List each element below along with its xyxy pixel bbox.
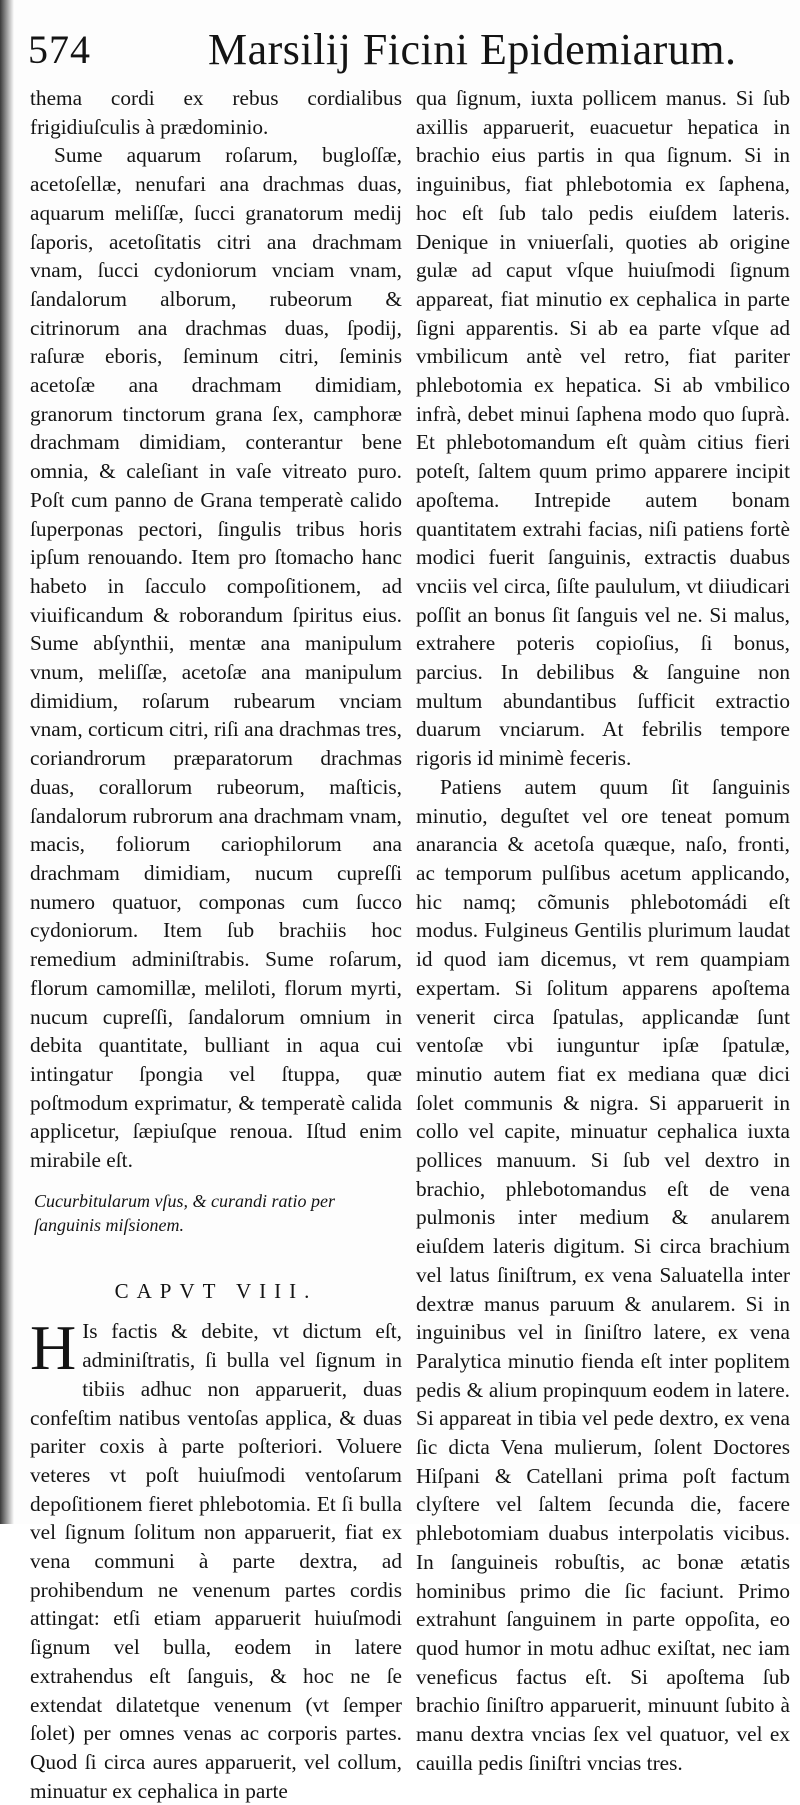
page-number: 574 xyxy=(28,27,91,72)
page-header xyxy=(22,18,792,80)
side-note: Cucurbitularum vſus, & curandi ratio per ſanguinis miſsionem. xyxy=(34,1190,335,1235)
right-column xyxy=(416,84,790,1777)
chapter-heading: CAPVT VIII. xyxy=(114,1278,318,1303)
left-paragraph-1: thema cordi ex rebus cordialibus frigidiuſculis à prædominio. xyxy=(30,86,402,139)
drop-capital: H xyxy=(30,1312,77,1384)
chapter-paragraph-text: Is factis & debite, vt dictum eſt, adminiſtratis, ſi bulla vel ſignum in tibiis adhuc non apparuerit, duas confeſtim natibus ventoſas applica, & duas pariter coxis à parte poſteriori. Voluere veteres vt poſt huiuſmodi ventoſarum depoſitionem fieret phlebotomia. Et ſi bulla vel ſignum ſolitum non apparuerit, fiat ex vena communi à parte dextra, ad prohibendum ne venenum partes cordis attingat: etſi etiam apparuerit huiuſmodi ſignum vel bulla, eodem in latere extrahendus eſt ſanguis, & hoc ne ſe extendat dilatetque venenum (vt ſemper ſolet) per omnes venas ac corporis partes. Quod ſi circa aures apparuerit, vel collum, minuatur ex cephalica in parte xyxy=(30,1319,402,1803)
running-title: Marsilij Ficini Epidemiarum. xyxy=(208,25,737,74)
left-paragraph-2: Sume aquarum roſarum, bugloſſæ, acetoſellæ, nenufari ana drachmas duas, aquarum meliſſæ, ſucci granatorum medij ſaporis, acetoſitatis citri ana drachmam vnam, ſucci cydoniorum vnciam vnam, ſandalorum alborum, rubeorum & citrinorum ana drachmas duas, ſpodij, raſuræ eboris, ſeminum citri, ſeminis acetoſæ ana drachmam dimidiam, granorum tinctorum grana ſex, camphoræ drachmam dimidiam, conterantur bene omnia, & caleſiant in vaſe vitreato puro. Poſt cum panno de Grana temperatè calido ſuperponas pectori, ſingulis tribus horis ipſum renouando. Item pro ſtomacho hanc habeto in ſacculo compoſitionem, ad viuificandum & roborandum ſpiritus eius. Sume abſynthii, mentæ ana manipulum vnum, meliſſæ, acetoſæ ana manipulum dimidium, roſarum rubearum vnciam vnam, corticum citri, riſi ana drachmas tres, coriandrorum præparatorum drachmas duas, corallorum rubeorum, maſticis, ſandalorum rubrorum ana drachmam vnam, macis, foliorum cariophilorum ana drachmam dimidiam, nucum cupreſſi numero quatuor, componas cum ſucco cydoniorum. Item ſub brachiis hoc remedium adminiſtrabis. Sume roſarum, florum camomillæ, meliloti, florum myrti, nucum cupreſſi, ſandalorum omnium in debita quantitate, bulliant in aqua cui intingatur ſpongia vel ſtuppa, quæ poſtmodum exprimatur, & temperatè calida applicetur, ſæpiuſque renoua. Iſtud enim mirabile eſt. xyxy=(30,143,402,1173)
right-paragraph-1: qua ſignum, iuxta pollicem manus. Si ſub axillis apparuerit, euacuetur hepatica in brachio eius partis in qua ſignum. Si in inguinibus, fiat phlebotomia ex ſaphena, hoc eſt ſub talo pedis eiuſdem lateris. Denique in vniuerſali, quoties ab origine gulæ ad caput vſque huiuſmodi ſignum appareat, fiat minutio ex cephalica in parte ſigni apparentis. Si ab ea parte vſque ad vmbilicum antè vel retro, fiat pariter phlebotomia ex hepatica. Si ab vmbilico infrà, debet minui ſaphena modo quo ſuprà. Et phlebotomandum eſt quàm citius fieri poteſt, ſaltem quum primo apparere incipit apoſtema. Intrepide autem bonam quantitatem extrahi facias, niſi patiens fortè modici fuerit ſanguinis, extractis duabus vnciis vel circa, ſiſte paululum, vt diiudicari poſſit an bonus ſit ſanguis vel ne. Si malus, extrahere poteris copioſius, ſi bonus, parcius. In debilibus & ſanguine non multum abundantibus ſufficit extractio duarum vnciarum. At febrilis tempore rigoris id minimè feceris. xyxy=(416,86,790,771)
right-paragraph-2: Patiens autem quum ſit ſanguinis minutio, deguſtet vel ore teneat pomum anarancia & acetoſa quæque, naſo, fronti, ac temporum pulſibus acetum applicando, hic namq; cõmunis phlebotomádi eſt modus. Fulgineus Gentilis plurimum laudat id quod iam dicemus, vt rem quampiam expertam. Si ſolitum apparens apoſtema venerit circa ſpatulas, applicandæ ſunt ventoſæ vbi iunguntur ipſæ ſpatulæ, minutio autem fiat ex mediana quæ dici ſolet communis & nigra. Si apparuerit in collo vel capite, minuatur cephalica iuxta pollices manuum. Si ſub vel dextro in brachio, phlebotomandus eſt de vena pulmonis inter medium & anularem eiuſdem lateris digitum. Si circa brachium vel latus ſiniſtrum, ex vena Saluatella inter dextræ manus paruum & anularem. Si in inguinibus vel in ſiniſtro latere, ex vena Paralytica minutio fienda eſt inter poplitem pedis & alium propinquum eodem in latere. Si appareat in tibia vel pede dextro, ex vena ſic dicta Vena mulierum, ſolent Doctores Hiſpani & Catellani prima poſt factum clyſtere vel ſaltem ſecunda die, facere phlebotomiam duabus interpolatis vicibus. In ſanguineis robuſtis, ac bonæ ætatis hominibus primo die ſic faciunt. Primo extrahunt ſanguinem in parte oppoſita, eo quod humor in motu adhuc exiſtat, nec iam veneficus factus eſt. Si apoſtema ſub brachio ſiniſtro apparuerit, minuunt ſubito à manu dextra vncias ſex vel quatuor, vel ex cauilla pedis ſiniſtri vncias tres. xyxy=(416,774,790,1775)
left-column xyxy=(30,84,402,1805)
chapter-paragraph xyxy=(30,1312,402,1805)
binding-shadow xyxy=(0,0,14,1524)
